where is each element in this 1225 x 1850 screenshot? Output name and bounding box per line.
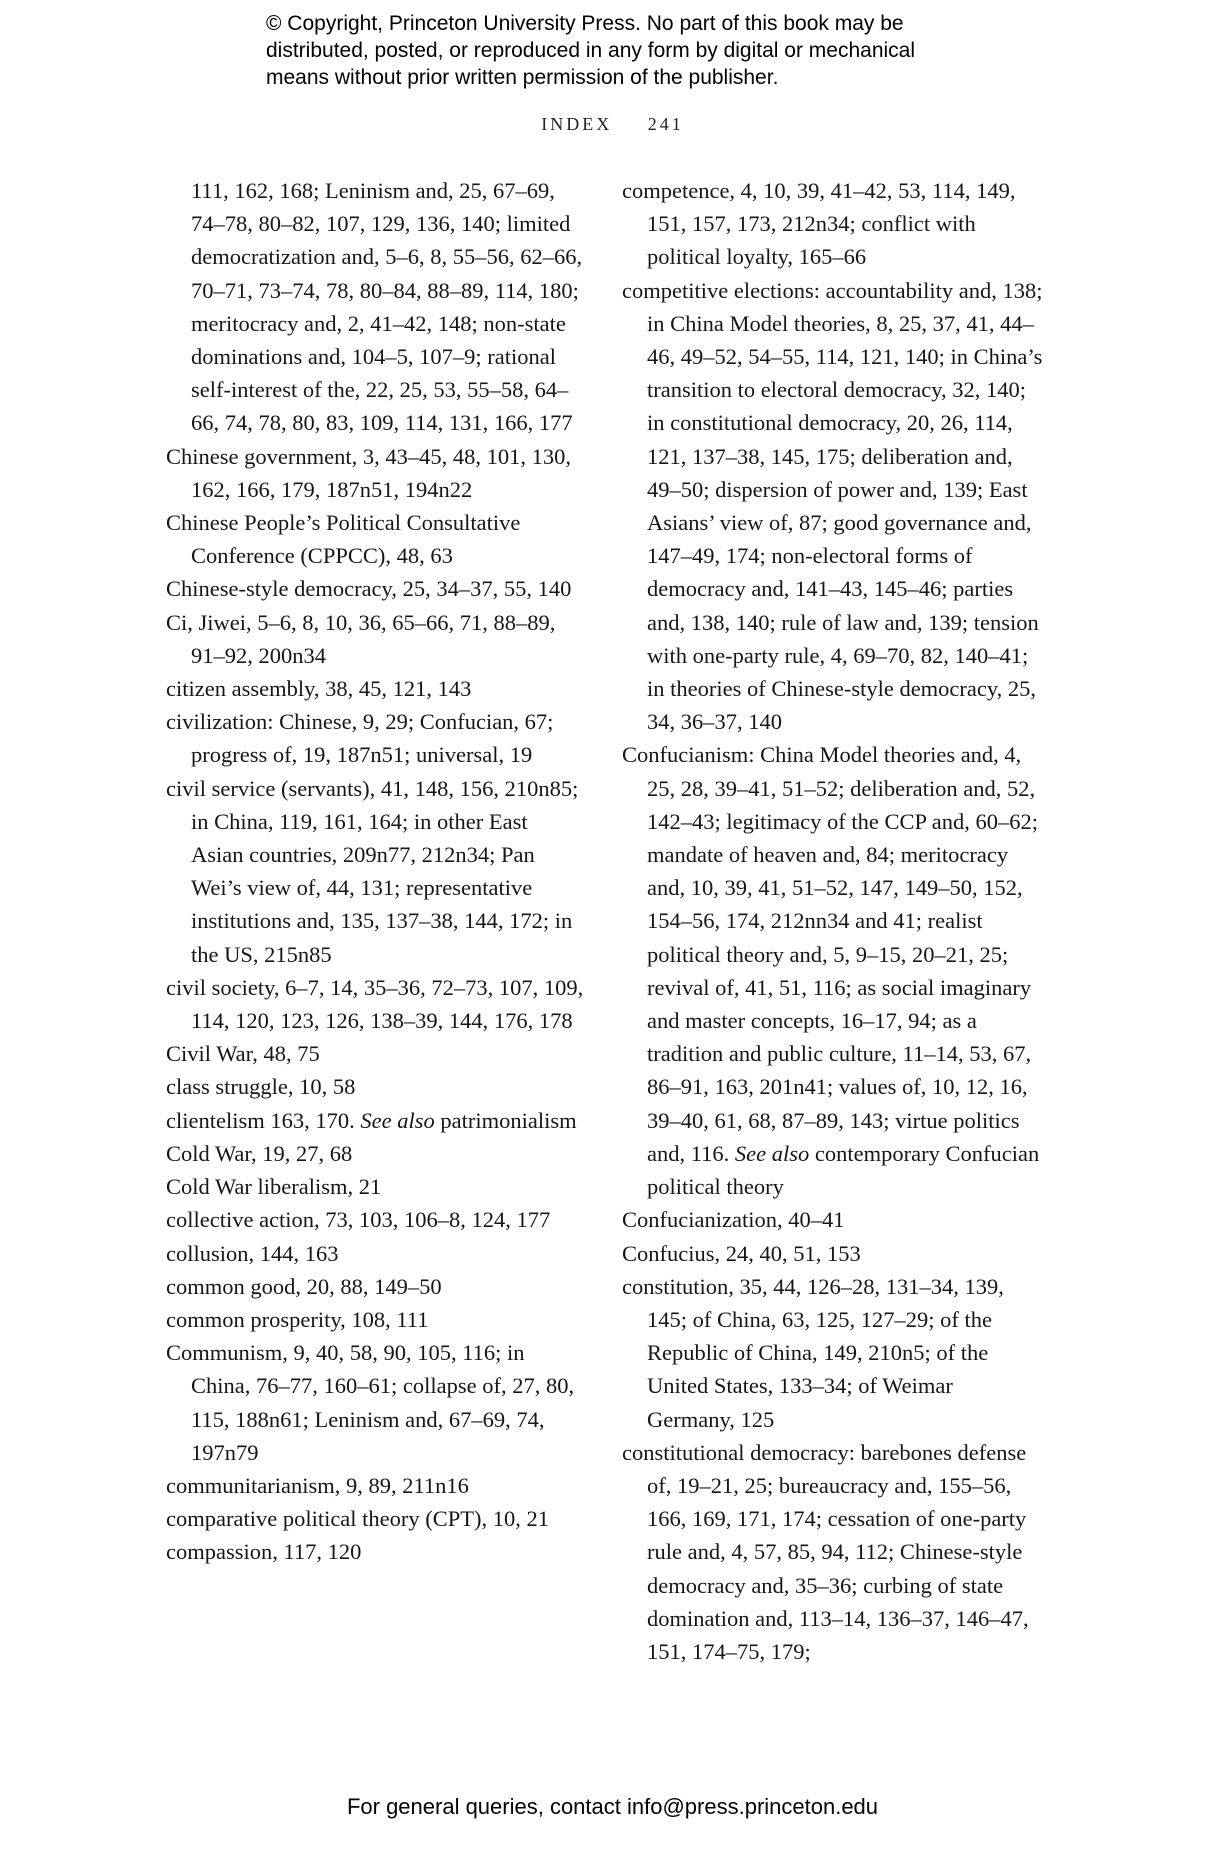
- index-entry: Chinese-style democracy, 25, 34–37, 55, 140: [166, 576, 572, 602]
- index-column-right: [622, 174, 1046, 1668]
- running-head-section: INDEX: [541, 114, 613, 134]
- index-entry: Confucius, 24, 40, 51, 153: [622, 1240, 861, 1266]
- index-entry: Cold War, 19, 27, 68: [166, 1140, 353, 1166]
- copyright-notice: [266, 10, 986, 91]
- index-entry-confucianism: [622, 738, 1046, 1203]
- index-entry: civilization: Chinese, 9, 29; Confucian, 67; progress of, 19, 187n51; universal, 19: [166, 709, 554, 768]
- index-entry: comparative political theory (CPT), 10, 21: [166, 1506, 550, 1532]
- running-head: [0, 114, 1225, 135]
- index-entry: competence, 4, 10, 39, 41–42, 53, 114, 149, 151, 157, 173, 212n34; conflict with political loyalty, 165–66: [622, 178, 1016, 270]
- entry-text: clientelism 163, 170.: [166, 1107, 361, 1133]
- index-entry: civil service (servants), 41, 148, 156, 210n85; in China, 119, 161, 164; in other East Asian countries, 209n77, 212n34; Pan Wei’s view of, 44, 131; representative institutions and, 135, 137–38, 144, 172; in the US, 215n85: [166, 775, 579, 967]
- index-entry: Confucianization, 40–41: [622, 1207, 845, 1233]
- index-entry: citizen assembly, 38, 45, 121, 143: [166, 676, 472, 702]
- see-also-target: contemporary Confucian political theory: [647, 1140, 1040, 1200]
- index-entry: Communism, 9, 40, 58, 90, 105, 116; in China, 76–77, 160–61; collapse of, 27, 80, 115, 188n61; Leninism and, 67–69, 74, 197n79: [166, 1340, 575, 1465]
- index-column-left: [166, 174, 584, 1569]
- index-entry: Ci, Jiwei, 5–6, 8, 10, 36, 65–66, 71, 88–89, 91–92, 200n34: [166, 609, 556, 668]
- index-entry: Chinese People’s Political Consultative Conference (CPPCC), 48, 63: [166, 510, 521, 569]
- entry-text: Confucianism: China Model theories and, 4, 25, 28, 39–41, 51–52; deliberation and, 52, 142–43; legitimacy of the CCP and, 60–62; mandate of heaven and, 84; meritocracy and, 10, 39, 41, 51–52, 147, 149–50, 152, 154–56, 174, 212nn34 and 41; realist political theory and, 5, 9–15, 20–21, 25; revival of, 41, 51, 116; as social imaginary and master concepts, 16–17, 94; as a tradition and public culture, 11–14, 53, 67, 86–91, 163, 201n41; values of, 10, 12, 16, 39–40, 61, 68, 87–89, 143; virtue politics and, 116.: [622, 742, 1039, 1166]
- index-entry: constitution, 35, 44, 126–28, 131–34, 139, 145; of China, 63, 125, 127–29; of the Republic of China, 149, 210n5; of the United States, 133–34; of Weimar Germany, 125: [622, 1273, 1004, 1432]
- copyright-line-3: means without prior written permission of the publisher.: [266, 66, 779, 89]
- index-entry: Civil War, 48, 75: [166, 1041, 320, 1067]
- index-entry-continuation: 111, 162, 168; Leninism and, 25, 67–69, 74–78, 80–82, 107, 129, 136, 140; limited democratization and, 5–6, 8, 55–56, 62–66, 70–71, 73–74, 78, 80–84, 88–89, 114, 180; meritocracy and, 2, 41–42, 148; non-state dominations and, 104–5, 107–9; rational self-interest of the, 22, 25, 53, 55–58, 64–66, 74, 78, 80, 83, 109, 114, 131, 166, 177: [191, 178, 583, 436]
- copyright-line-1: © Copyright, Princeton University Press. No part of this book may be: [266, 12, 904, 35]
- index-entry: constitutional democracy: barebones defense of, 19–21, 25; bureaucracy and, 155–56, 166, 169, 171, 174; cessation of one-party rule and, 4, 57, 85, 94, 112; Chinese-style democracy and, 35–36; curbing of state domination and, 113–14, 136–37, 146–47, 151, 174–75, 179;: [622, 1439, 1029, 1664]
- index-entry: common prosperity, 108, 111: [166, 1306, 429, 1332]
- index-entry: collusion, 144, 163: [166, 1240, 339, 1266]
- copyright-line-2: distributed, posted, or reproduced in any form by digital or mechanical: [266, 39, 916, 62]
- index-entry: Chinese government, 3, 43–45, 48, 101, 130, 162, 166, 179, 187n51, 194n22: [166, 443, 571, 502]
- index-entry: communitarianism, 9, 89, 211n16: [166, 1472, 469, 1498]
- footer-contact: For general queries, contact info@press.princeton.edu: [346, 1794, 879, 1819]
- see-also-label: See also: [734, 1140, 810, 1166]
- see-also-target: patrimonialism: [434, 1107, 577, 1133]
- index-entry: class struggle, 10, 58: [166, 1074, 356, 1100]
- index-entry: common good, 20, 88, 149–50: [166, 1273, 442, 1299]
- index-entry-clientelism: [166, 1104, 584, 1137]
- index-entry: compassion, 117, 120: [166, 1539, 362, 1565]
- index-entry: competitive elections: accountability and, 138; in China Model theories, 8, 25, 37, 41, 44–46, 49–52, 54–55, 114, 121, 140; in China’s transition to electoral democracy, 32, 140; in constitutional democracy, 20, 26, 114, 121, 137–38, 145, 175; deliberation and, 49–50; dispersion of power and, 139; East Asians’ view of, 87; good governance and, 147–49, 174; non-electoral forms of democracy and, 141–43, 145–46; parties and, 138, 140; rule of law and, 139; tension with one-party rule, 4, 69–70, 82, 140–41; in theories of Chinese-style democracy, 25, 34, 36–37, 140: [622, 277, 1043, 735]
- index-entry: collective action, 73, 103, 106–8, 124, 177: [166, 1207, 551, 1233]
- page-number: 241: [647, 114, 684, 134]
- index-entry: Cold War liberalism, 21: [166, 1174, 382, 1200]
- index-entry: civil society, 6–7, 14, 35–36, 72–73, 107, 109, 114, 120, 123, 126, 138–39, 144, 176, 178: [166, 974, 584, 1034]
- see-also-label: See also: [360, 1107, 435, 1133]
